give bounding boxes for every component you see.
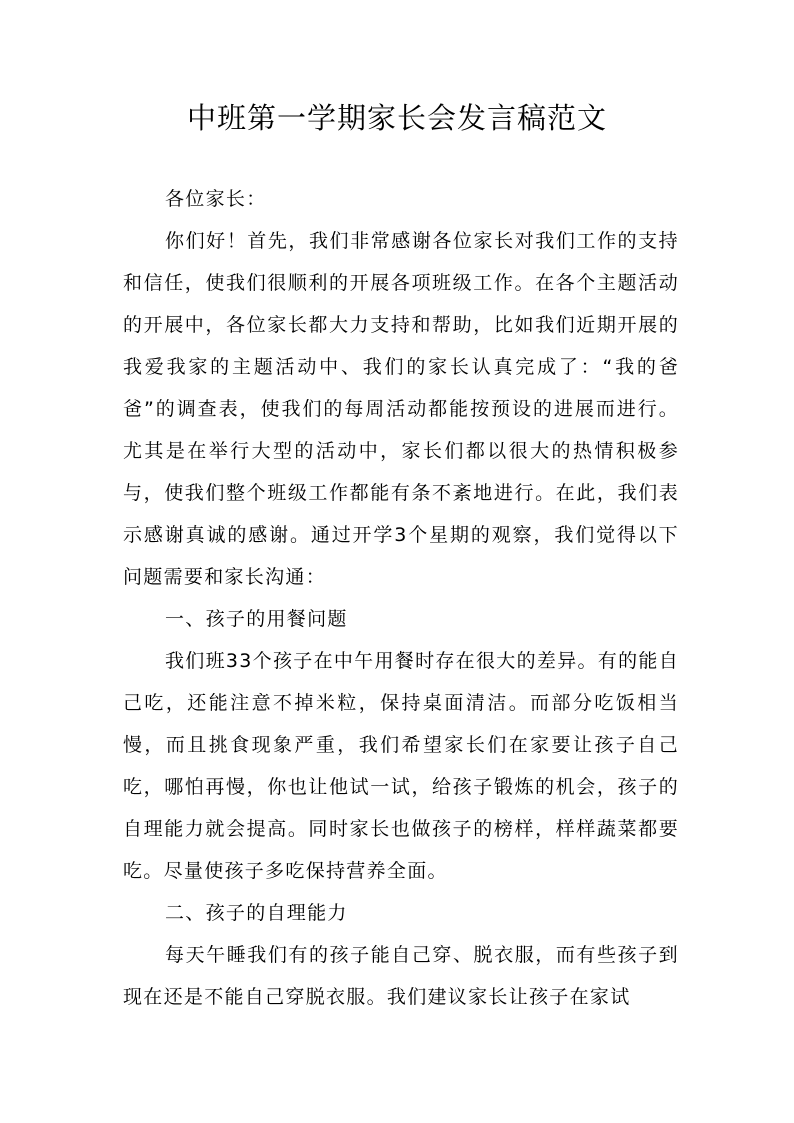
intro-paragraph: 你们好！首先，我们非常感谢各位家长对我们工作的支持和信任，使我们很顺利的开展各项班级工作。在各个主题活动的开展中，各位家长都大力支持和帮助，比如我们近期开展的我爱我家的主题活动中、我们的家长认真完成了：“我的爸爸”的调查表，使我们的每周活动都能按预设的进展而进行。尤其是在举行大型的活动中，家长们都以很大的热情积极参与，使我们整个班级工作都能有条不紊地进行。在此，我们表示感谢真诚的感谢。通过开学3个星期的观察，我们觉得以下问题需要和家长沟通： (123, 230, 679, 588)
section-heading-meal: 一、孩子的用餐问题 (165, 608, 348, 630)
document-body (123, 178, 679, 1018)
greeting-paragraph: 各位家长： (165, 188, 267, 210)
section-heading-self-care: 二、孩子的自理能力 (165, 902, 348, 924)
meal-paragraph: 我们班33个孩子在中午用餐时存在很大的差异。有的能自己吃，还能注意不掉米粒，保持桌面清洁。而部分吃饭相当慢，而且挑食现象严重，我们希望家长们在家要让孩子自己吃，哪怕再慢，你也让他试一试，给孩子锻炼的机会，孩子的自理能力就会提高。同时家长也做孩子的榜样，样样蔬菜都要吃。尽量使孩子多吃保持营养全面。 (123, 650, 679, 882)
document-title: 中班第一学期家长会发言稿范文 (186, 101, 607, 135)
self-care-paragraph: 每天午睡我们有的孩子能自己穿、脱衣服，而有些孩子到现在还是不能自己穿脱衣服。我们建议家长让孩子在家试 (123, 944, 679, 1008)
